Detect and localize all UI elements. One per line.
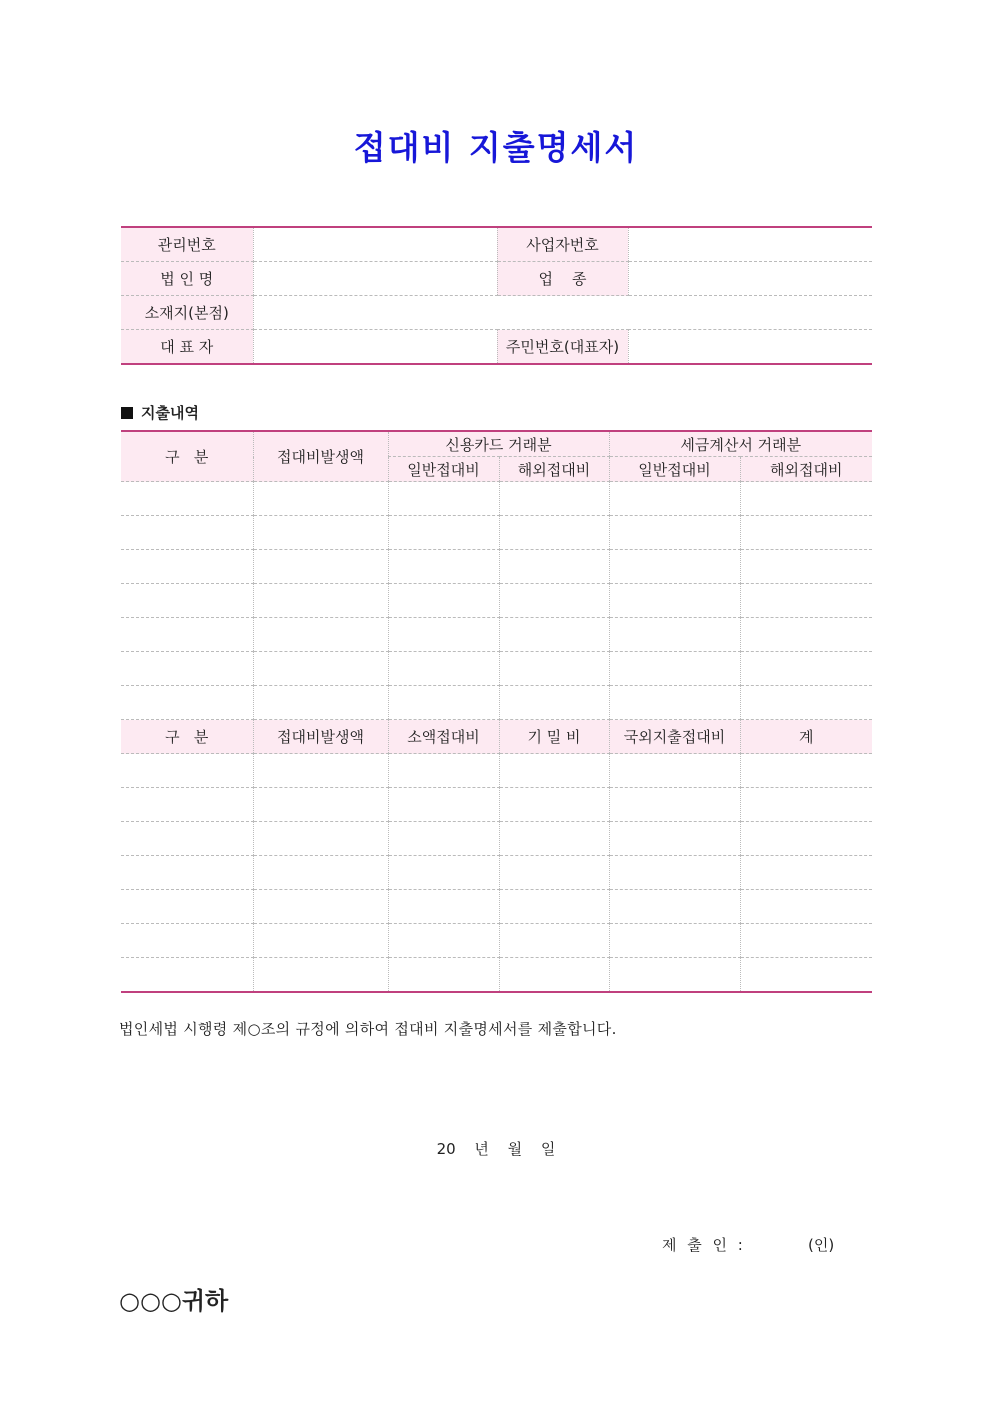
- table-row: [121, 550, 872, 584]
- cell[interactable]: [609, 788, 740, 822]
- table-row: [121, 584, 872, 618]
- cell[interactable]: [121, 584, 253, 618]
- cell[interactable]: [121, 890, 253, 924]
- cell[interactable]: [499, 924, 609, 958]
- cell[interactable]: [609, 890, 740, 924]
- field-rep[interactable]: [253, 330, 497, 365]
- cell[interactable]: [253, 618, 388, 652]
- cell[interactable]: [388, 754, 499, 788]
- cell[interactable]: [499, 788, 609, 822]
- cell[interactable]: [499, 822, 609, 856]
- cell[interactable]: [388, 652, 499, 686]
- cell[interactable]: [253, 856, 388, 890]
- cell[interactable]: [121, 550, 253, 584]
- document-title: 접대비 지출명세서: [353, 128, 639, 167]
- cell[interactable]: [121, 958, 253, 993]
- cell[interactable]: [388, 482, 499, 516]
- spending-table: [121, 430, 872, 993]
- cell[interactable]: [609, 482, 740, 516]
- cell[interactable]: [253, 924, 388, 958]
- cell[interactable]: [499, 958, 609, 993]
- cell[interactable]: [740, 550, 872, 584]
- cell[interactable]: [740, 788, 872, 822]
- cell[interactable]: [253, 652, 388, 686]
- cell[interactable]: [253, 550, 388, 584]
- cell[interactable]: [740, 516, 872, 550]
- cell[interactable]: [740, 856, 872, 890]
- cell[interactable]: [253, 482, 388, 516]
- cell[interactable]: [609, 686, 740, 720]
- square-bullet-icon: [121, 407, 133, 419]
- cell[interactable]: [499, 686, 609, 720]
- cell[interactable]: [740, 924, 872, 958]
- cell[interactable]: [499, 890, 609, 924]
- table-row: [121, 754, 872, 788]
- cell[interactable]: [609, 516, 740, 550]
- field-biz-no[interactable]: [628, 227, 872, 262]
- cell[interactable]: [388, 958, 499, 993]
- cell[interactable]: [499, 516, 609, 550]
- table-row: [121, 652, 872, 686]
- cell[interactable]: [253, 686, 388, 720]
- cell[interactable]: [609, 618, 740, 652]
- cell[interactable]: [609, 856, 740, 890]
- cell[interactable]: [609, 584, 740, 618]
- cell[interactable]: [253, 822, 388, 856]
- field-location[interactable]: [253, 296, 872, 330]
- label-rep: 대 표 자: [121, 330, 253, 365]
- cell[interactable]: [740, 686, 872, 720]
- addressee: ○○○귀하: [119, 1287, 229, 1315]
- field-rrn[interactable]: [628, 330, 872, 365]
- cell[interactable]: [499, 584, 609, 618]
- cell[interactable]: [499, 652, 609, 686]
- cell[interactable]: [388, 788, 499, 822]
- cell[interactable]: [253, 754, 388, 788]
- cell[interactable]: [121, 516, 253, 550]
- cell[interactable]: [388, 686, 499, 720]
- cell[interactable]: [740, 482, 872, 516]
- header-amount: 접대비발생액: [253, 431, 388, 482]
- cell[interactable]: [388, 550, 499, 584]
- cell[interactable]: [121, 686, 253, 720]
- label-corp-name: 법 인 명: [121, 262, 253, 296]
- cell[interactable]: [609, 822, 740, 856]
- cell[interactable]: [499, 754, 609, 788]
- cell[interactable]: [740, 754, 872, 788]
- table-row: [121, 890, 872, 924]
- cell[interactable]: [253, 516, 388, 550]
- label-biz-no: 사업자번호: [497, 227, 628, 262]
- table-row: [121, 788, 872, 822]
- cell[interactable]: [609, 754, 740, 788]
- header2-gubun: 구 분: [121, 720, 253, 754]
- section-heading: [121, 402, 199, 423]
- label-mgmt-no: 관리번호: [121, 227, 253, 262]
- header-card-overseas: 해외접대비: [499, 457, 609, 482]
- cell[interactable]: [253, 584, 388, 618]
- cell[interactable]: [121, 856, 253, 890]
- header-tax-overseas: 해외접대비: [740, 457, 872, 482]
- declaration-text: 법인세법 시행령 제○조의 규정에 의하여 접대비 지출명세서를 제출합니다.: [119, 1020, 617, 1038]
- cell[interactable]: [253, 958, 388, 993]
- table-row: [121, 958, 872, 993]
- label-rrn: 주민번호(대표자): [497, 330, 628, 365]
- cell[interactable]: [499, 618, 609, 652]
- info-table: [121, 226, 872, 365]
- field-mgmt-no[interactable]: [253, 227, 497, 262]
- cell[interactable]: [121, 482, 253, 516]
- cell[interactable]: [740, 652, 872, 686]
- field-corp-name[interactable]: [253, 262, 497, 296]
- cell[interactable]: [121, 924, 253, 958]
- cell[interactable]: [499, 482, 609, 516]
- table-row: [121, 618, 872, 652]
- cell[interactable]: [121, 788, 253, 822]
- cell[interactable]: [740, 958, 872, 993]
- header2-small: 소액접대비: [388, 720, 499, 754]
- submitter-label: 제 출 인 :: [662, 1236, 743, 1254]
- cell[interactable]: [740, 584, 872, 618]
- header-card-general: 일반접대비: [388, 457, 499, 482]
- table-row: [121, 686, 872, 720]
- cell[interactable]: [388, 618, 499, 652]
- header-gubun: 구 분: [121, 431, 253, 482]
- cell[interactable]: [121, 618, 253, 652]
- cell[interactable]: [740, 618, 872, 652]
- label-location: 소재지(본점): [121, 296, 253, 330]
- cell[interactable]: [499, 550, 609, 584]
- cell[interactable]: [609, 550, 740, 584]
- cell[interactable]: [121, 822, 253, 856]
- cell[interactable]: [740, 890, 872, 924]
- submitter-line: [662, 1234, 835, 1255]
- cell[interactable]: [499, 856, 609, 890]
- cell[interactable]: [388, 516, 499, 550]
- cell[interactable]: [609, 958, 740, 993]
- cell[interactable]: [609, 924, 740, 958]
- table-row: [121, 924, 872, 958]
- table-row: [121, 822, 872, 856]
- cell[interactable]: [609, 652, 740, 686]
- table-row: [121, 516, 872, 550]
- table-row: [121, 856, 872, 890]
- cell[interactable]: [388, 822, 499, 856]
- date-line: 20 년 월 일: [436, 1140, 556, 1158]
- header2-secret: 기 밀 비: [499, 720, 609, 754]
- header2-foreign: 국외지출접대비: [609, 720, 740, 754]
- table-row: [121, 482, 872, 516]
- label-industry: 업 종: [497, 262, 628, 296]
- header-card-group: 신용카드 거래분: [388, 431, 609, 457]
- section-title: 지출내역: [141, 404, 199, 422]
- field-industry[interactable]: [628, 262, 872, 296]
- cell[interactable]: [121, 754, 253, 788]
- cell[interactable]: [253, 788, 388, 822]
- cell[interactable]: [121, 652, 253, 686]
- cell[interactable]: [388, 924, 499, 958]
- cell[interactable]: [253, 890, 388, 924]
- cell[interactable]: [388, 856, 499, 890]
- header-tax-general: 일반접대비: [609, 457, 740, 482]
- cell[interactable]: [388, 890, 499, 924]
- header-tax-group: 세금계산서 거래분: [609, 431, 872, 457]
- header2-amount: 접대비발생액: [253, 720, 388, 754]
- cell[interactable]: [740, 822, 872, 856]
- header2-total: 계: [740, 720, 872, 754]
- seal-mark: (인): [808, 1236, 835, 1254]
- cell[interactable]: [388, 584, 499, 618]
